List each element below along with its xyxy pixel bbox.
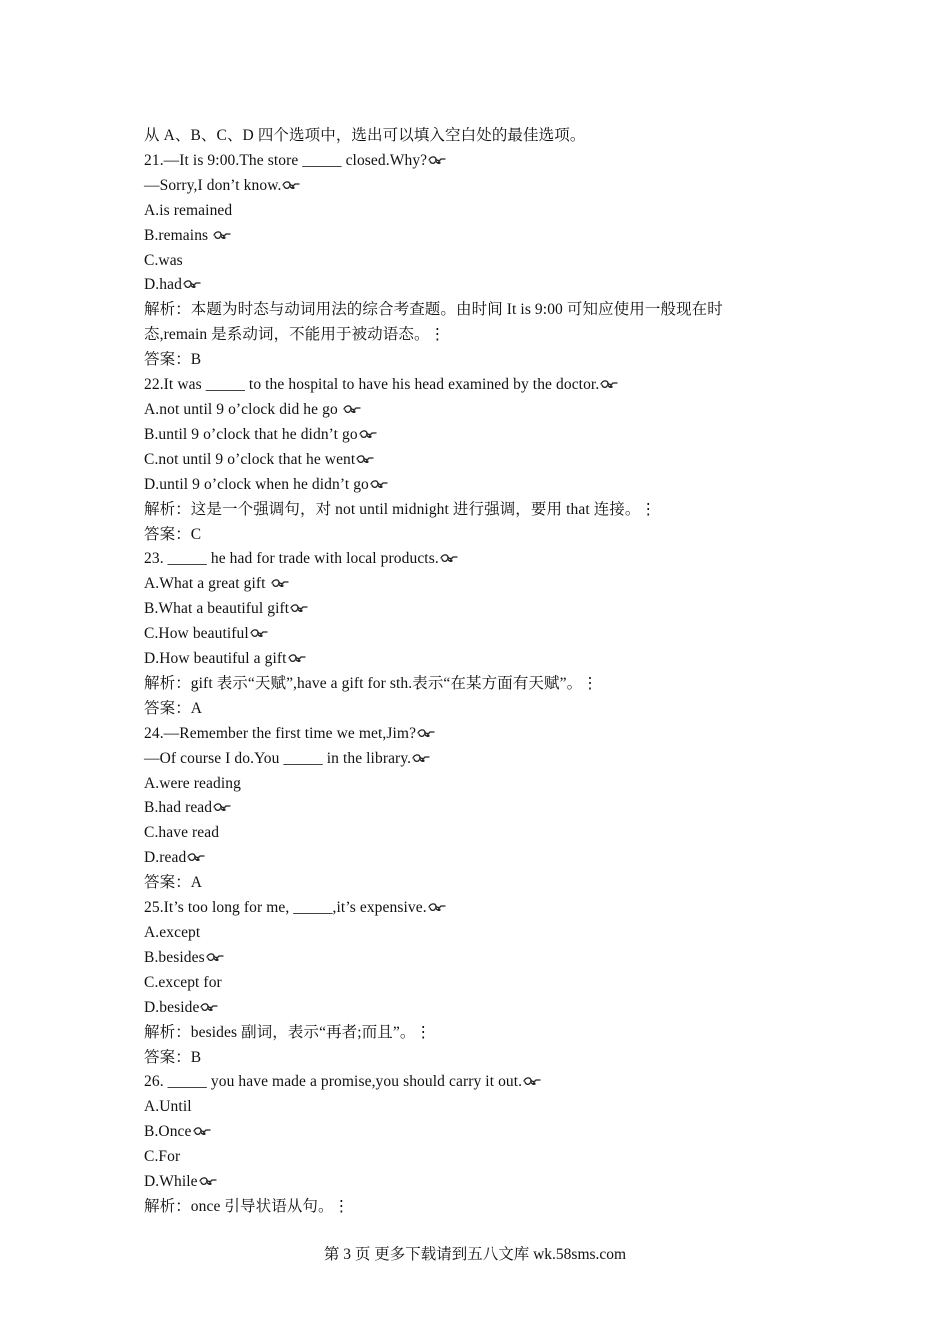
hand-pointer-icon bbox=[417, 728, 435, 739]
hand-pointer-icon bbox=[193, 1126, 211, 1137]
hand-pointer-icon bbox=[200, 1002, 218, 1013]
document-line bbox=[144, 224, 814, 249]
document-line bbox=[144, 747, 814, 772]
document-line bbox=[144, 971, 814, 996]
line-text: 从 A、B、C、D 四个选项中，选出可以填入空白处的最佳选项。 bbox=[144, 127, 586, 144]
document-line bbox=[144, 921, 814, 946]
line-text: C.except for bbox=[144, 973, 222, 991]
document-line bbox=[144, 1145, 814, 1170]
document-line bbox=[144, 373, 814, 398]
hand-pointer-icon bbox=[187, 852, 205, 863]
hand-pointer-icon bbox=[183, 279, 201, 290]
line-text: C.For bbox=[144, 1148, 181, 1166]
document-line bbox=[144, 896, 814, 921]
line-text: 答案：B bbox=[144, 1048, 202, 1066]
document-line bbox=[144, 946, 814, 971]
document-line bbox=[144, 772, 814, 797]
hand-pointer-icon bbox=[199, 1176, 217, 1187]
line-text: D.had bbox=[144, 276, 182, 294]
document-line bbox=[144, 622, 814, 647]
line-text: 答案：A bbox=[144, 699, 203, 717]
document-line bbox=[144, 498, 814, 523]
hand-pointer-icon bbox=[428, 902, 446, 913]
hand-pointer-icon bbox=[440, 553, 458, 564]
line-text: 24.—Remember the first time we met,Jim? bbox=[144, 724, 417, 742]
line-text: 解析：besides 副词，表示“再者;而且”。⋮ bbox=[144, 1023, 432, 1041]
document-line bbox=[144, 249, 814, 274]
line-text: 解析：gift 表示“天赋”,have a gift for sth.表示“在某方面有天赋”。⋮ bbox=[144, 674, 598, 692]
line-text: D.How beautiful a gift bbox=[144, 650, 287, 668]
hand-pointer-icon bbox=[600, 379, 618, 390]
hand-pointer-icon bbox=[250, 628, 268, 639]
document-line bbox=[144, 672, 814, 697]
document-line bbox=[144, 547, 814, 572]
document-line bbox=[144, 473, 814, 498]
line-text: 26. _____ you have made a promise,you should carry it out. bbox=[144, 1073, 523, 1091]
line-text: C.not until 9 o’clock that he went bbox=[144, 450, 356, 468]
document-line bbox=[144, 1095, 814, 1120]
document-line bbox=[144, 199, 814, 224]
line-text: A.were reading bbox=[144, 774, 241, 792]
document-line bbox=[144, 348, 814, 373]
hand-pointer-icon bbox=[206, 952, 224, 963]
document-line bbox=[144, 398, 814, 423]
hand-pointer-icon bbox=[290, 603, 308, 614]
line-text: D.read bbox=[144, 849, 187, 867]
line-text: 态,remain 是系动词，不能用于被动语态。⋮ bbox=[144, 326, 446, 344]
page-footer: 第 3 页 更多下载请到五八文库 wk.58sms.com bbox=[323, 1246, 627, 1263]
document-line bbox=[144, 523, 814, 548]
hand-pointer-icon bbox=[288, 653, 306, 664]
line-text: B.Once bbox=[144, 1123, 192, 1141]
hand-pointer-icon bbox=[412, 753, 430, 764]
line-text: A.not until 9 o’clock did he go bbox=[144, 400, 342, 418]
line-text: D.beside bbox=[144, 998, 200, 1016]
document-line bbox=[144, 796, 814, 821]
line-text: C.was bbox=[144, 251, 183, 269]
document-line bbox=[144, 423, 814, 448]
line-text: B.What a beautiful gift bbox=[144, 600, 290, 618]
document-line bbox=[144, 149, 814, 174]
line-text: 22.It was _____ to the hospital to have his head examined by the doctor. bbox=[144, 376, 600, 394]
hand-pointer-icon bbox=[523, 1076, 541, 1087]
document-line bbox=[144, 697, 814, 722]
line-text: C.How beautiful bbox=[144, 625, 249, 643]
document-line bbox=[144, 871, 814, 896]
line-text: 解析：once 引导状语从句。⋮ bbox=[144, 1197, 350, 1215]
document-line bbox=[144, 298, 814, 323]
line-text: 答案：B bbox=[144, 351, 202, 369]
line-text: 21.—It is 9:00.The store _____ closed.Why? bbox=[144, 151, 428, 169]
hand-pointer-icon bbox=[359, 429, 377, 440]
hand-pointer-icon bbox=[356, 454, 374, 465]
hand-pointer-icon bbox=[343, 404, 361, 415]
line-text: 解析：本题为时态与动词用法的综合考查题。由时间 It is 9:00 可知应使用一般现在时 bbox=[144, 301, 723, 319]
document-line bbox=[144, 1195, 814, 1220]
line-text: A.except bbox=[144, 924, 201, 941]
line-text: D.until 9 o’clock when he didn’t go bbox=[144, 475, 369, 493]
line-text: 23. _____ he had for trade with local products. bbox=[144, 550, 439, 568]
document-body bbox=[144, 124, 814, 1220]
document-line bbox=[144, 821, 814, 846]
line-text: 答案：A bbox=[144, 874, 203, 892]
hand-pointer-icon bbox=[428, 155, 446, 166]
line-text: 答案：C bbox=[144, 525, 202, 543]
hand-pointer-icon bbox=[370, 479, 388, 490]
line-text: —Of course I do.You _____ in the library. bbox=[144, 749, 412, 767]
line-text: 25.It’s too long for me, _____,it’s expensive. bbox=[144, 899, 427, 917]
line-text: B.remains bbox=[144, 226, 213, 244]
line-text: B.until 9 o’clock that he didn’t go bbox=[144, 425, 358, 443]
document-line bbox=[144, 273, 814, 298]
document-line bbox=[144, 448, 814, 473]
line-text: B.besides bbox=[144, 948, 205, 966]
hand-pointer-icon bbox=[282, 180, 300, 191]
document-line bbox=[144, 846, 814, 871]
document-line bbox=[144, 647, 814, 672]
document-line bbox=[144, 1170, 814, 1195]
line-text: 解析：这是一个强调句，对 not until midnight 进行强调，要用 that 连接。⋮ bbox=[144, 500, 657, 518]
document-line bbox=[144, 1046, 814, 1071]
line-text: A.Until bbox=[144, 1098, 192, 1116]
document-line bbox=[144, 124, 814, 149]
line-text: D.While bbox=[144, 1173, 198, 1191]
document-line bbox=[144, 722, 814, 747]
document-line bbox=[144, 174, 814, 199]
line-text: C.have read bbox=[144, 824, 220, 842]
document-line bbox=[144, 597, 814, 622]
document-line bbox=[144, 572, 814, 597]
line-text: —Sorry,I don’t know. bbox=[144, 176, 282, 194]
document-line bbox=[144, 996, 814, 1021]
line-text: A.What a great gift bbox=[144, 575, 270, 593]
document-line bbox=[144, 1021, 814, 1046]
document-line bbox=[144, 1120, 814, 1145]
hand-pointer-icon bbox=[213, 802, 231, 813]
document-line bbox=[144, 1070, 814, 1095]
document-line bbox=[144, 323, 814, 348]
line-text: A.is remained bbox=[144, 201, 233, 219]
line-text: B.had read bbox=[144, 799, 213, 817]
hand-pointer-icon bbox=[213, 230, 231, 241]
hand-pointer-icon bbox=[271, 578, 289, 589]
